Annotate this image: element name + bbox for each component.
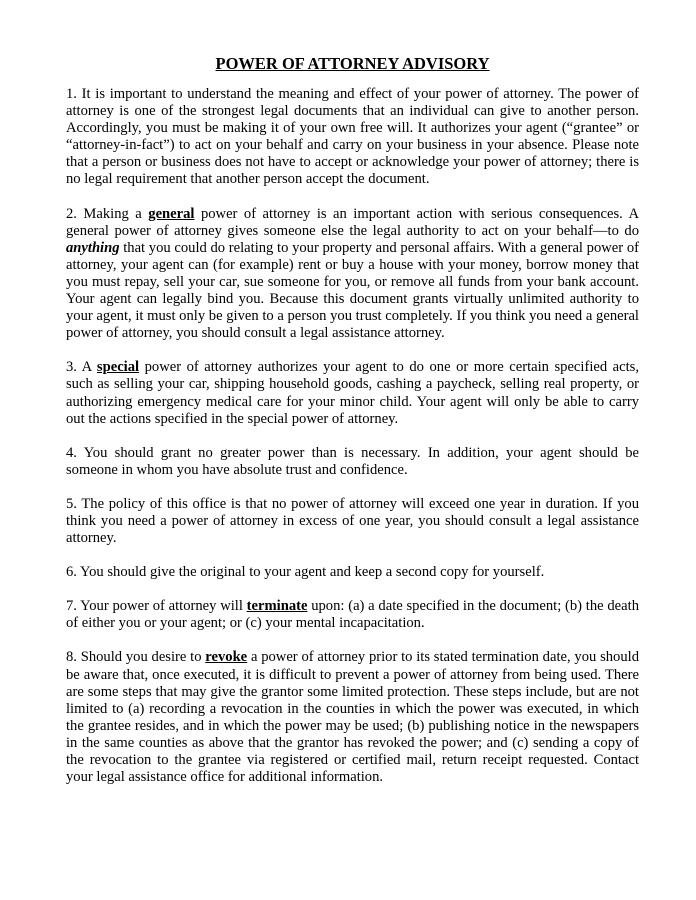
paragraph-7-text: 7. Your power of attorney will xyxy=(66,598,247,615)
paragraph-1: 1. It is important to understand the meaning and effect of your power of attorney. The power of attorney is one of the strongest legal documents that an individual can give to another person. Accordingly, you must be making it of your own free will. It authorizes your agent (“grantee” or “attorney-in-fact”) to act on your behalf and carry on your business in your absence. Please note that a person or business does not have to accept or acknowledge your power of attorney; there is no legal requirement that another person accept the document. xyxy=(66,86,639,188)
paragraph-8 xyxy=(66,649,639,786)
paragraph-8-text: 8. Should you desire to xyxy=(66,649,206,666)
document-title: POWER OF ATTORNEY ADVISORY xyxy=(215,54,490,73)
paragraph-2-text: that you could do relating to your property and personal affairs. With a general power of attorney, your agent can (for example) rent or buy a house with your money, borrow money that you must repay, sell your car, sue someone for you, or remove all funds from your bank account. Your agent can legally bind you. Because this document grants virtually unlimited authority to your agent, it must only be given to a person you trust completely. If you think you need a general power of attorney, you should consult a legal assistance attorney. xyxy=(66,239,639,342)
term-revoke: revoke xyxy=(205,649,248,666)
paragraph-6: 6. You should give the original to your agent and keep a second copy for yourself. xyxy=(66,564,545,581)
paragraph-2-text: power of attorney is an important action with serious consequences. A general power of attorney gives someone else the legal authority to act on your behalf—to do xyxy=(66,205,639,239)
paragraph-5: 5. The policy of this office is that no power of attorney will exceed one year in duration. If you think you need a power of attorney in excess of one year, you should consult a legal assistance attorney. xyxy=(66,495,639,547)
paragraph-4: 4. You should grant no greater power than is necessary. In addition, your agent should be someone in whom you have absolute trust and confidence. xyxy=(66,444,639,478)
document-page xyxy=(66,54,639,803)
paragraph-7-text: upon: (a) a date specified in the document; (b) the death of either you or your agent; or (c) your mental incapacitation. xyxy=(66,598,639,632)
term-general: general xyxy=(148,205,195,222)
paragraph-3-text: 3. A xyxy=(66,359,97,376)
paragraph-2-text: 2. Making a xyxy=(66,205,149,222)
term-anything: anything xyxy=(66,239,120,256)
paragraph-3 xyxy=(66,359,639,427)
term-terminate: terminate xyxy=(246,598,308,615)
paragraph-7 xyxy=(66,598,639,632)
paragraph-2 xyxy=(66,206,639,343)
term-special: special xyxy=(96,359,140,376)
paragraph-8-text: a power of attorney prior to its stated termination date, you should be aware that, once executed, it is difficult to prevent a power of attorney from being used. There are some steps that may give the grantor some limited protection. These steps include, but are not limited to (a) recording a revocation in the counties in which the power was executed, in which the grantee resides, and in which the power may be used; (b) publishing notice in the newspapers in the same counties as above that the grantor has revoked the power; and (c) sending a copy of the revocation to the grantee via registered or certified mail, return receipt requested. Contact your legal assistance office for additional information. xyxy=(66,649,639,786)
paragraph-3-text: power of attorney authorizes your agent to do one or more certain specified acts, such as selling your car, shipping household goods, cashing a paycheck, selling real property, or authorizing emergency medical care for your minor child. Your agent will only be able to carry out the actions specified in the special power of attorney. xyxy=(66,359,640,427)
